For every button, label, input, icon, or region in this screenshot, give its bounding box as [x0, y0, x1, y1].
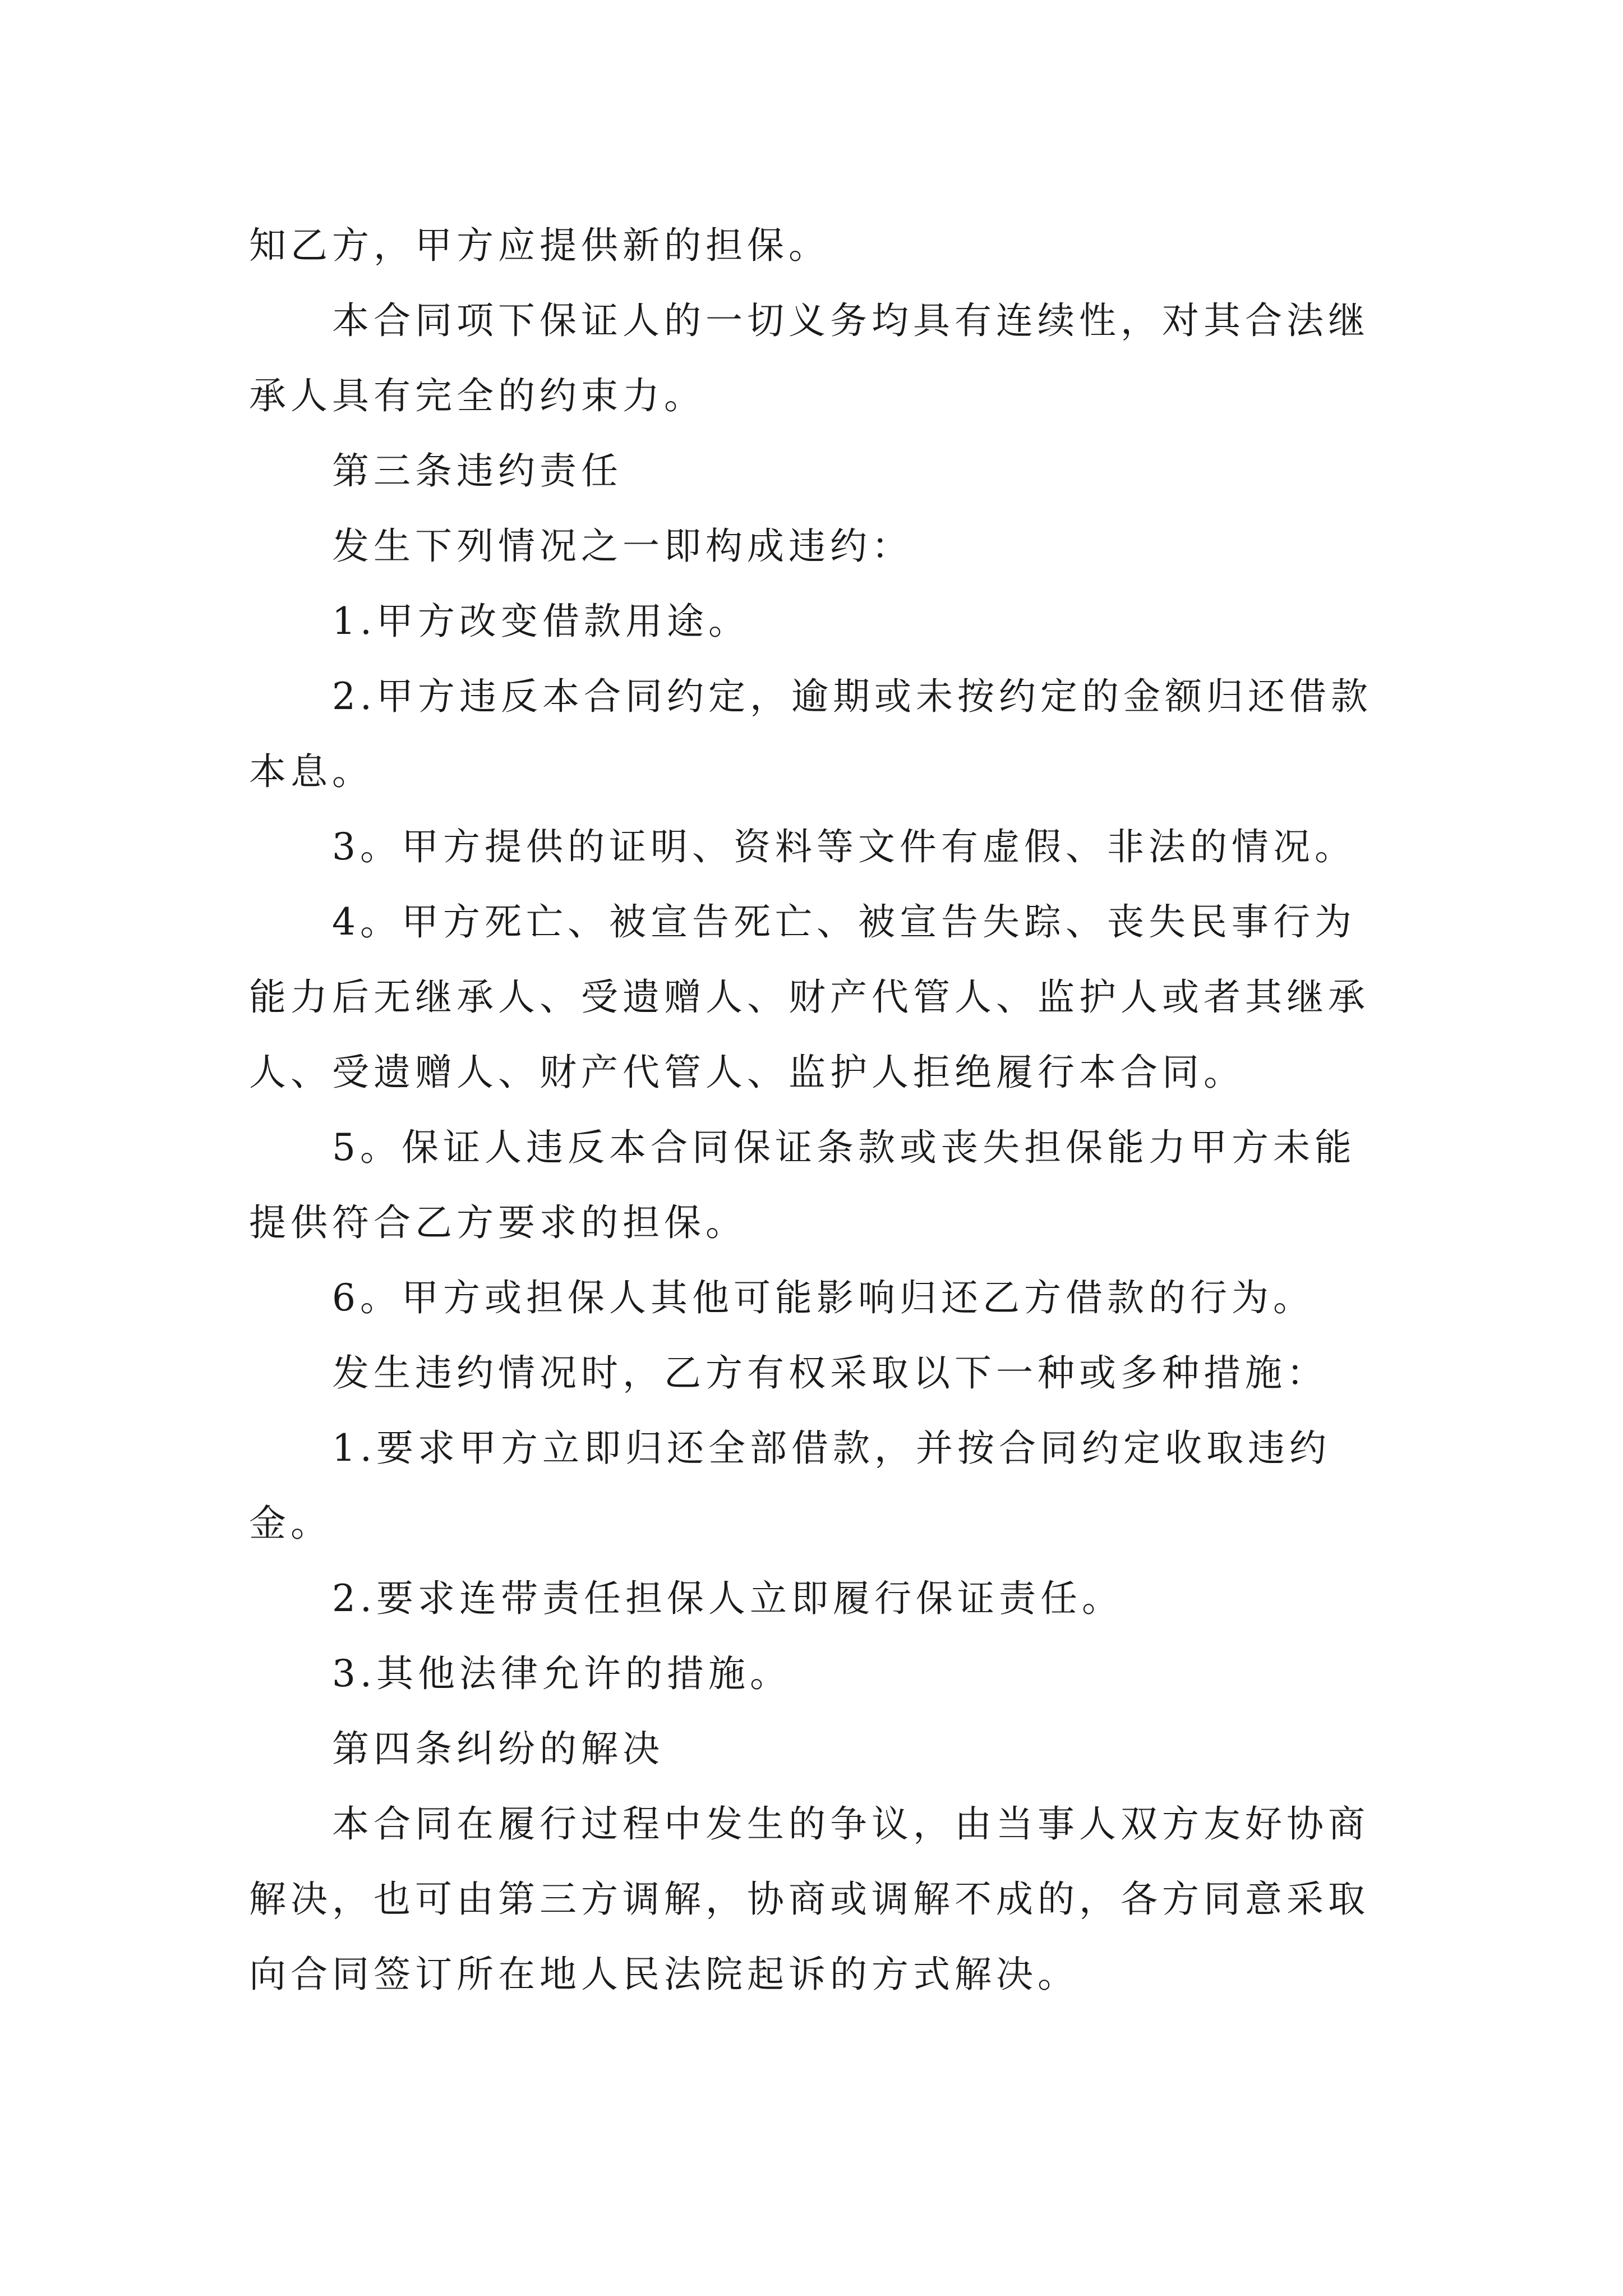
- paragraph-dispute-resolution: 本合同在履行过程中发生的争议，由当事人双方友好协商解决，也可由第三方调解，协商或调解不成的，各方同意采取向合同签订所在地人民法院起诉的方式解决。: [249, 1802, 1370, 1996]
- paragraph-guarantor-continuity: 本合同项下保证人的一切义务均具有连续性，对其合法继承人具有完全的约束力。: [249, 299, 1370, 417]
- list-item-breach-1: 1.甲方改变借款用途。: [332, 600, 750, 643]
- list-item-breach-6: 6。甲方或担保人其他可能影响归还乙方借款的行为。: [332, 1276, 1315, 1319]
- list-item-remedy-1: 1.要求甲方立即归还全部借款，并按合同约定收取违约金。: [249, 1427, 1331, 1545]
- list-item-breach-3: 3。甲方提供的证明、资料等文件有虚假、非法的情况。: [332, 825, 1356, 868]
- paragraph-remedies-intro: 发生违约情况时，乙方有权采取以下一种或多种措施：: [332, 1351, 1328, 1395]
- section-heading-article-3: 第三条违约责任: [332, 449, 623, 493]
- paragraph-continuation: 知乙方，甲方应提供新的担保。: [249, 224, 830, 267]
- document-body: [249, 208, 1376, 2012]
- list-item-breach-2: 2.甲方违反本合同约定，逾期或未按约定的金额归还借款本息。: [249, 675, 1372, 793]
- list-item-breach-4: 4。甲方死亡、被宣告死亡、被宣告失踪、丧失民事行为能力后无继承人、受遗赠人、财产代管人、监护人或者其继承人、受遗赠人、财产代管人、监护人拒绝履行本合同。: [249, 900, 1370, 1094]
- paragraph-breach-conditions-intro: 发生下列情况之一即构成违约：: [332, 524, 913, 568]
- list-item-remedy-3: 3.其他法律允许的措施。: [332, 1652, 791, 1695]
- list-item-breach-5: 5。保证人违反本合同保证条款或丧失担保能力甲方未能提供符合乙方要求的担保。: [249, 1126, 1356, 1244]
- section-heading-article-4: 第四条纠纷的解决: [332, 1727, 664, 1770]
- list-item-remedy-2: 2.要求连带责任担保人立即履行保证责任。: [332, 1577, 1123, 1620]
